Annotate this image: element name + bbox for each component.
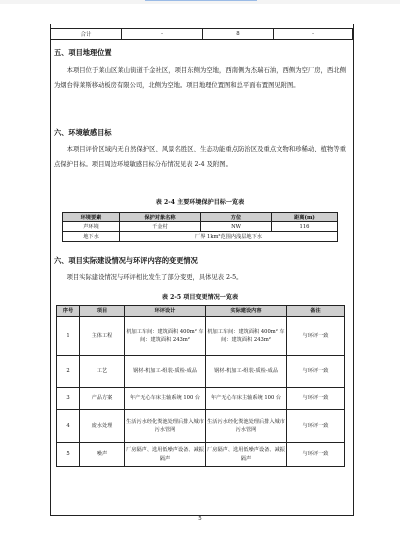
row-actual: 机加工车间：建筑面积 400m² 车间：建筑面积 243m²	[206, 317, 287, 356]
table-row	[51, 29, 353, 40]
summary-cell: 8	[203, 29, 274, 40]
table-2-4-caption: 表 2-4 主要环境保护目标一览表	[155, 199, 245, 206]
row-actual: 生活污水经化粪池处理后排入城市污水管网	[206, 410, 287, 443]
table-cell: 厂界 1km²范围内浅层地下水	[120, 232, 338, 242]
row-actual: 厂房隔声、选用低噪声设备、减振隔声	[206, 443, 287, 467]
row-note: 与环评一致	[287, 356, 345, 388]
column-header: 备注	[287, 306, 345, 317]
table-2-5-caption: 表 2-5 项目变更情况一览表	[161, 294, 239, 301]
table-cell: 116	[272, 222, 338, 232]
table-cell: 声环境	[63, 222, 120, 232]
viewer-accent-line	[145, 0, 257, 1]
table-cell: 千金村	[120, 222, 201, 232]
row-eia-design: 生活污水经化粪池处理后排入城市污水管网	[125, 410, 206, 443]
row-number: 2	[57, 356, 80, 388]
row-actual: 年产无心车床主轴系统 100 台	[206, 388, 287, 410]
row-note: 与环评一致	[287, 410, 345, 443]
table-row	[57, 356, 345, 388]
column-header: 环评设计	[125, 306, 206, 317]
table-header-row	[57, 306, 345, 317]
document-page	[0, 4, 400, 545]
row-item: 产品方案	[80, 388, 125, 410]
row-item: 主体工程	[80, 317, 125, 356]
table-row	[57, 388, 345, 410]
location-paragraph: 本项目位于莱山区莱山街道千金社区，项目东侧为空地，西南侧为杰瑞石油，西侧为空厂房，西北侧为烟台得莱斯移动板房有限公司，北侧为空地。项目地理位置图和总平面布置图见附图。	[54, 67, 346, 89]
column-header: 环境要素	[63, 213, 120, 222]
summary-cell: 合计	[51, 29, 122, 40]
table-cell: 地下水	[63, 232, 120, 242]
column-header: 距离(m)	[272, 213, 338, 222]
section-heading-sensitive: 六、环境敏感目标	[54, 128, 112, 137]
row-number: 4	[57, 410, 80, 443]
row-actual: 钢材-机加工-组装-质检-成品	[206, 356, 287, 388]
row-eia-design: 厂房隔声、选用低噪声设备、减振隔声	[125, 443, 206, 467]
table-header-row	[63, 213, 338, 222]
row-eia-design: 机加工车间：建筑面积 400m² 车间：建筑面积 243m²	[125, 317, 206, 356]
column-header: 项目	[80, 306, 125, 317]
table-row	[57, 443, 345, 467]
summary-cell: -	[274, 29, 353, 40]
row-item: 废水处理	[80, 410, 125, 443]
section-heading-location: 五、项目地理位置	[54, 48, 112, 57]
summary-table	[50, 28, 353, 40]
section-heading-changes: 六、项目实际建设情况与环评内容的变更情况	[54, 256, 198, 265]
table-row	[63, 232, 338, 242]
row-note: 与环评一致	[287, 317, 345, 356]
row-note: 与环评一致	[287, 443, 345, 467]
changes-table	[56, 305, 345, 467]
table-row	[57, 317, 345, 356]
row-note: 与环评一致	[287, 388, 345, 410]
sensitive-paragraph: 本项目评价区域内无自然保护区、风景名胜区、生态功能重点防治区及重点文物和珍稀动、植物等重点保护目标。项目周边环境敏感目标分布情况见表 2-4 及附图。	[54, 146, 346, 168]
table-cell: NW	[201, 222, 272, 232]
row-item: 噪声	[80, 443, 125, 467]
page-number: 5	[198, 516, 202, 522]
row-eia-design: 年产无心车床主轴系统 100 台	[125, 388, 206, 410]
row-eia-design: 钢材-机加工-组装-质检-成品	[125, 356, 206, 388]
column-header: 序号	[57, 306, 80, 317]
column-header: 实际建设内容	[206, 306, 287, 317]
row-number: 1	[57, 317, 80, 356]
protection-targets-table	[62, 212, 338, 242]
table-row	[63, 222, 338, 232]
summary-cell: -	[122, 29, 203, 40]
changes-paragraph: 项目实际建设情况与环评相比发生了部分变更，具体见表 2-5。	[66, 274, 243, 281]
row-number: 5	[57, 443, 80, 467]
column-header: 保护对象名称	[120, 213, 201, 222]
table-row	[57, 410, 345, 443]
column-header: 方位	[201, 213, 272, 222]
row-item: 工艺	[80, 356, 125, 388]
row-number: 3	[57, 388, 80, 410]
